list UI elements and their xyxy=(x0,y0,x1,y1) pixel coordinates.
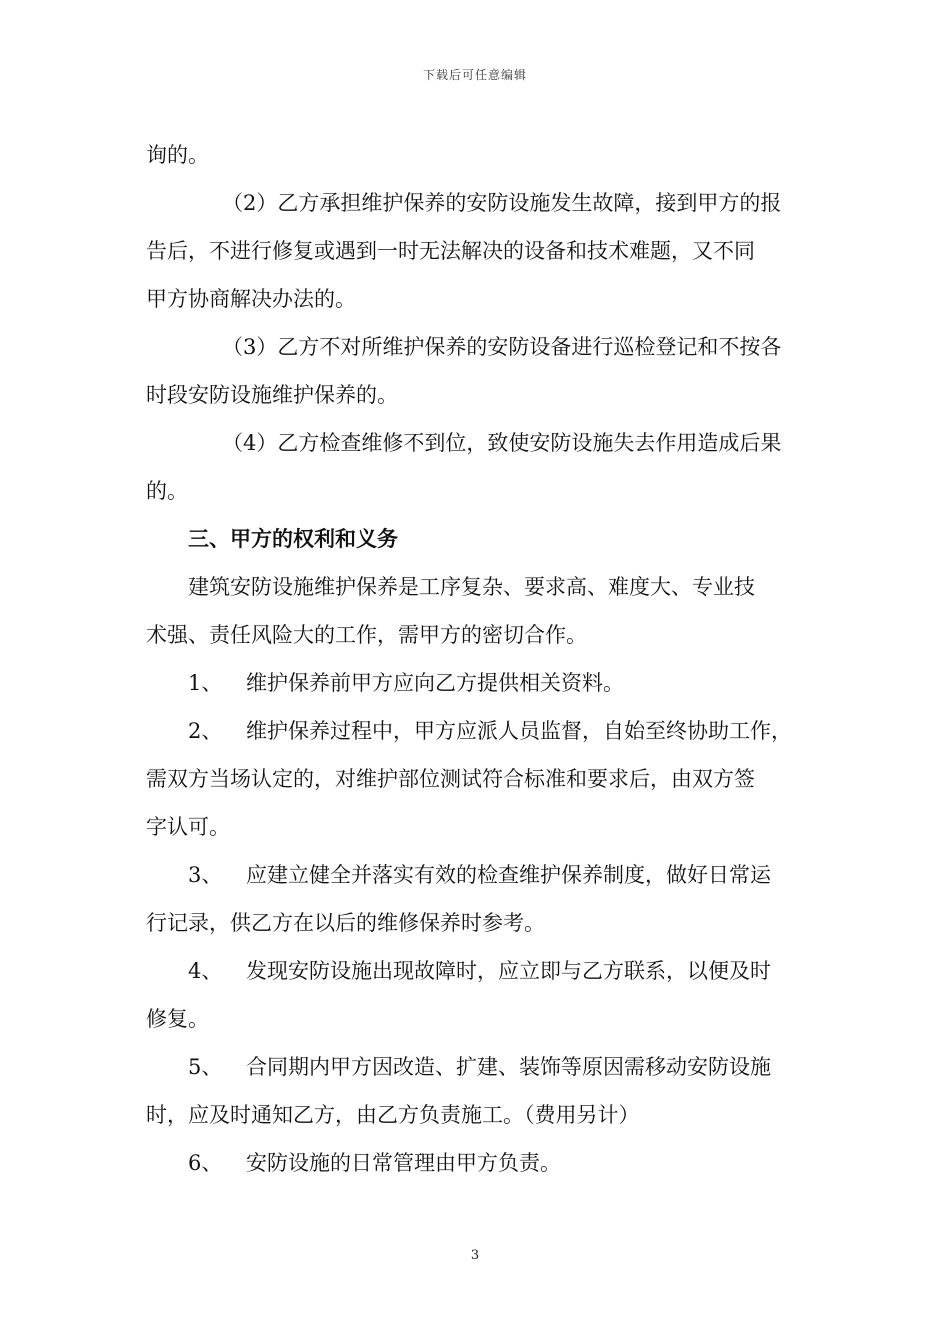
list-number: 3、 xyxy=(188,863,223,887)
paragraph-line: 术强、责任风险大的工作，需甲方的密切合作。 xyxy=(146,623,587,647)
paragraph-line: 时段安防设施维护保养的。 xyxy=(146,383,398,407)
paragraph-line: 需双方当场认定的，对维护部位测试符合标准和要求后，由双方签 xyxy=(146,767,755,791)
paragraph-line: 告后，不进行修复或遇到一时无法解决的设备和技术难题，又不同 xyxy=(146,239,755,263)
list-item-2 xyxy=(146,707,824,755)
list-number: 4、 xyxy=(188,959,223,983)
list-text: 安防设施的日常管理由甲方负责。 xyxy=(246,1151,561,1175)
paragraph-line: 甲方协商解决办法的。 xyxy=(146,287,356,311)
list-text: 合同期内甲方因改造、扩建、装饰等原因需移动安防设施 xyxy=(246,1055,771,1079)
page-number: 3 xyxy=(470,1248,480,1263)
list-item-6 xyxy=(146,1139,824,1187)
paragraph-line: 行记录，供乙方在以后的维修保养时参考。 xyxy=(146,911,545,935)
list-text: 维护保养过程中，甲方应派人员监督，自始至终协助工作， xyxy=(246,719,792,743)
paragraph-line: 的。 xyxy=(146,479,188,503)
list-text: 发现安防设施出现故障时，应立即与乙方联系，以便及时 xyxy=(246,959,771,983)
list-item-5 xyxy=(146,1043,824,1091)
list-item-4 xyxy=(146,947,824,995)
list-item-3 xyxy=(146,851,824,899)
paragraph-line: 修复。 xyxy=(146,1007,209,1031)
list-text: 维护保养前甲方应向乙方提供相关资料。 xyxy=(246,671,624,695)
paragraph-line: 询的。 xyxy=(146,143,209,167)
section-heading: 三、甲方的权利和义务 xyxy=(188,526,398,551)
paragraph-line: （2）乙方承担维护保养的安防设施发生故障，接到甲方的报 xyxy=(222,191,782,215)
list-number: 6、 xyxy=(188,1151,223,1175)
document-body xyxy=(146,131,824,1187)
paragraph-line: 字认可。 xyxy=(146,815,230,839)
paragraph-line: 时，应及时通知乙方，由乙方负责施工。（费用另计） xyxy=(146,1103,640,1127)
list-number: 1、 xyxy=(188,671,223,695)
list-item-1 xyxy=(146,659,824,707)
header-note: 下载后可任意编辑 xyxy=(422,68,527,82)
list-text: 应建立健全并落实有效的检查维护保养制度，做好日常运 xyxy=(246,863,771,887)
paragraph-line: 建筑安防设施维护保养是工序复杂、要求高、难度大、专业技 xyxy=(188,575,755,599)
list-number: 2、 xyxy=(188,719,223,743)
list-number: 5、 xyxy=(188,1055,223,1079)
paragraph-line: （4）乙方检查维修不到位，致使安防设施失去作用造成后果 xyxy=(222,431,782,455)
paragraph-line: （3）乙方不对所维护保养的安防设备进行巡检登记和不按各 xyxy=(222,335,782,359)
